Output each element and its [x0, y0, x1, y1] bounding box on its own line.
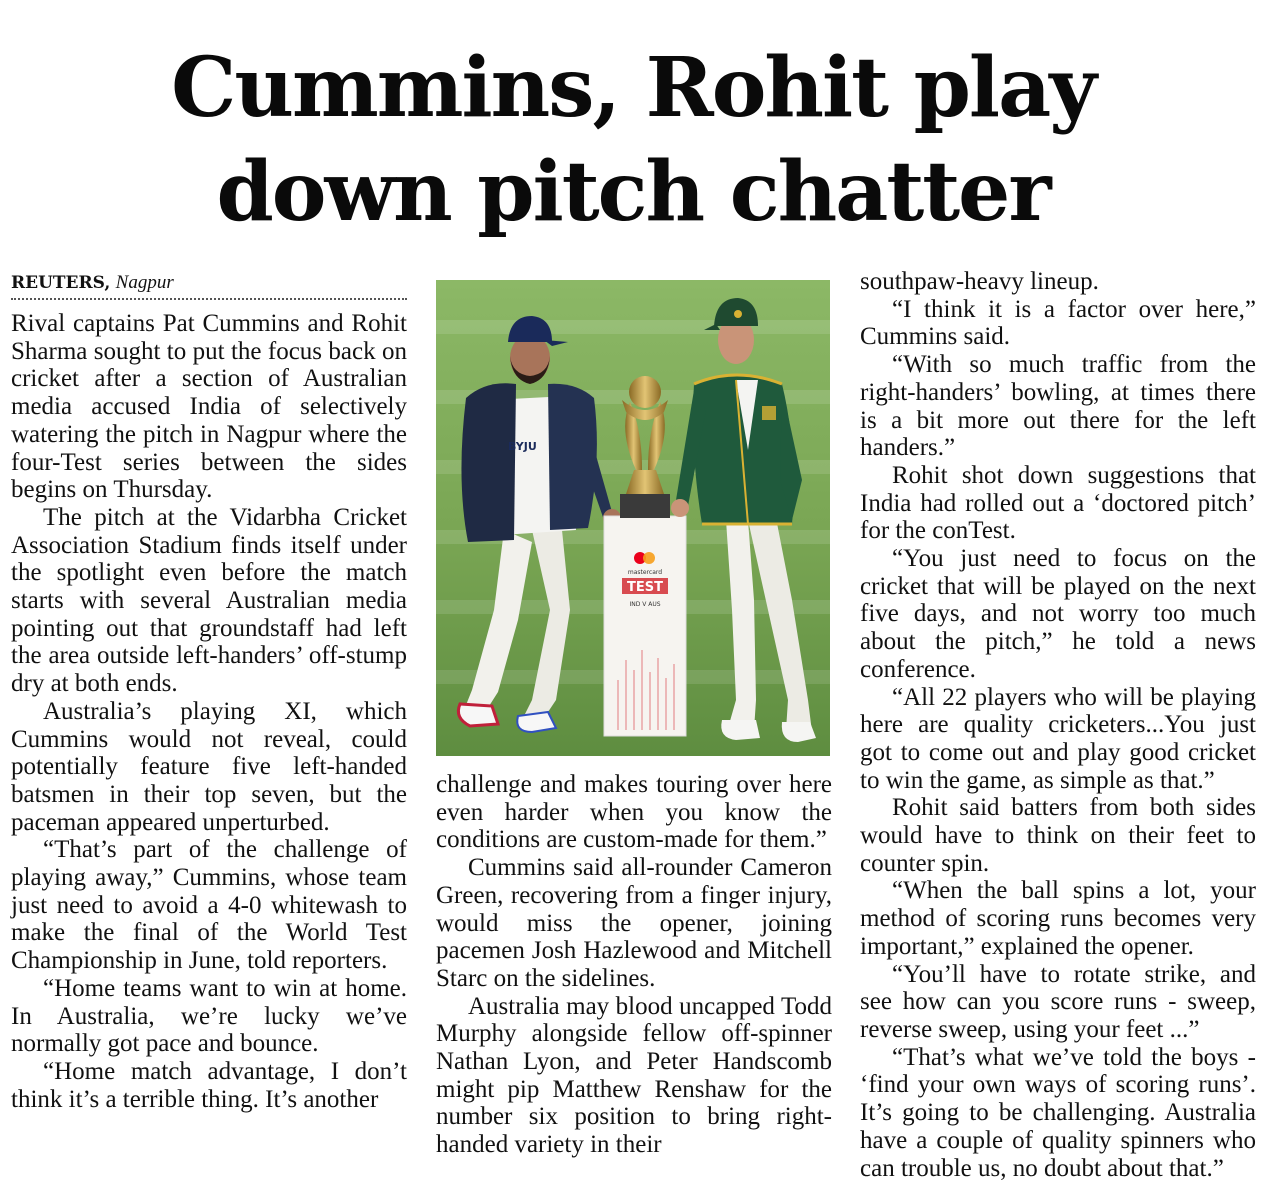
article-column-1 [11, 268, 407, 1113]
paragraph: “I think it is a factor over here,” Cummins said. [860, 295, 1256, 351]
plinth-brand-text: mastercard [627, 569, 663, 576]
paragraph: “That’s part of the challenge of playing away,” Cummins, whose team just need to avoid a 4-0 whitewash to make the final of the World Test Championship in June, told reporters. [11, 836, 407, 975]
paragraph: Australia’s playing XI, which Cummins would not reveal, could potentially feature five left-handed batsmen in their top seven, but the paceman appeared unperturbed. [11, 697, 407, 836]
paragraph: “All 22 players who will be playing here are quality cricketers...You just got to come out and play good cricket to win the game, as simple as that.” [860, 683, 1256, 794]
article-column-2 [436, 771, 832, 1159]
plinth-teams-text: IND V AUS [629, 601, 661, 608]
byline-agency: REUTERS, [11, 273, 111, 293]
paragraph: “You just need to focus on the cricket that will be played on the next five days, and not worry too much about the pitch,” he told a news conference. [860, 545, 1256, 683]
paragraph: Rival captains Pat Cummins and Rohit Sharma sought to put the focus back on cricket after a section of Australian media accused India of selectively watering the pitch in Nagpur where the four-Test series between the sides begins on Thursday. [11, 310, 407, 504]
paragraph: “Home teams want to win at home. In Australia, we’re lucky we’ve normally got pace and bounce. [11, 974, 407, 1058]
paragraph: “Home match advantage, I don’t think it’s a terrible thing. It’s another [11, 1057, 407, 1113]
paragraph: Cummins said all-rounder Cameron Green, recovering from a finger injury, would miss the opener, joining pacemen Josh Hazlewood and Mitchell Starc on the sidelines. [436, 854, 832, 992]
headline [20, 36, 1246, 244]
byline-location: Nagpur [115, 272, 174, 293]
headline-line-1: Cummins, Rohit play [171, 40, 1095, 136]
paragraph: “With so much traffic from the right-handers’ bowling, at times there is a bit more out there for the left handers.” [860, 351, 1256, 462]
paragraph: “That’s what we’ve told the boys - ‘find your own ways of scoring runs’. It’s going to be challenging. Australia have a couple of quality spinners who can trouble us, no doubt about that.” [860, 1043, 1256, 1182]
article-photo [436, 280, 830, 756]
paragraph: The pitch at the Vidarbha Cricket Association Stadium finds itself under the spotlight even before the match starts with several Australian media pointing out that groundstaff had left the area outside left-handers’ off-stump dry at both ends. [11, 503, 407, 698]
article-column-3 [860, 268, 1256, 1182]
paragraph: “You’ll have to rotate strike, and see how can you score runs - sweep, reverse sweep, using your feet ...” [860, 960, 1256, 1043]
plinth-test-text: TEST [627, 580, 663, 595]
paragraph: Rohit said batters from both sides would have to think on their feet to counter spin. [860, 794, 1256, 877]
captains-with-trophy-illustration [436, 280, 830, 756]
trophy-plinth [604, 516, 686, 736]
paragraph: Australia may blood uncapped Todd Murphy alongside fellow off-spinner Nathan Lyon, and Peter Handscomb might pip Matthew Renshaw for the number six position to bring right-handed variety in their [436, 992, 832, 1159]
shirt-sponsor-text: BYJU [508, 440, 537, 453]
paragraph: Rohit shot down suggestions that India had rolled out a ‘doctored pitch’ for the conTest. [860, 461, 1256, 545]
paragraph: “When the ball spins a lot, your method of scoring runs becomes very important,” explained the opener. [860, 877, 1256, 960]
paragraph: challenge and makes touring over here even harder when you know the conditions are custom-made for them.” [436, 771, 832, 854]
byline [11, 268, 407, 300]
paragraph: southpaw-heavy lineup. [860, 268, 1099, 295]
headline-line-2: down pitch chatter [216, 144, 1050, 240]
